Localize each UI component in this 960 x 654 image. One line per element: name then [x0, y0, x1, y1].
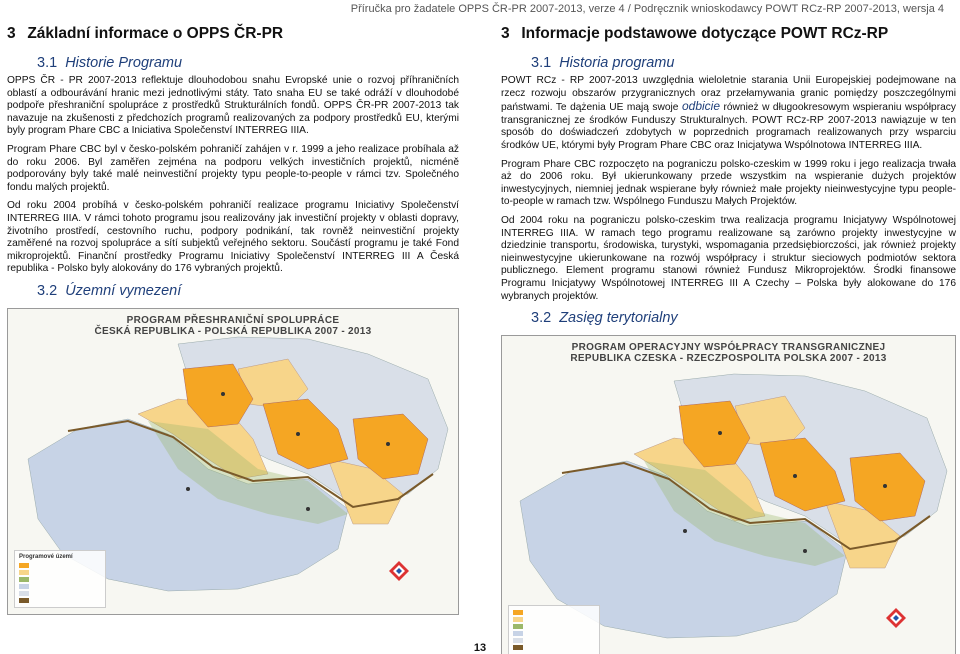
map-title — [8, 315, 458, 337]
chapter-title: Informacje podstawowe dotyczące POWT RCz-RP — [521, 25, 889, 42]
section-title: Historie Programu — [65, 55, 183, 71]
program-area-map-cz — [7, 308, 459, 615]
running-header: Příručka pro žadatele OPPS ČR-PR 2007-2013, verze 4 / Podręcznik wnioskodawcy POWT RCz-RP 2007-2013, wersja 4 — [350, 3, 944, 15]
section-number: 3.1 — [531, 55, 552, 71]
legend-row — [19, 576, 101, 583]
map-title-line-2: REPUBLIKA CZESKA - RZECZPOSPOLITA POLSKA 2007 - 2013 — [570, 353, 887, 365]
legend-swatch-euroregion — [513, 624, 523, 629]
column-polish — [501, 24, 956, 654]
chapter-number: 3 — [501, 25, 510, 42]
paragraph-history-2-pl: Program Phare CBC rozpoczęto na pograniczu polsko-czeskim w 1999 roku i jego realizacja trwała aż do 2006 roku. Był ukierunkowany przede wszystkim na wspieranie dużych projektów inwestycyjnych, niemniej jednak wspierane były również małe projekty nieinwestycyjne typu people-to-people w ramach tzw. Wspólnego Funduszu Małych Projektów. — [501, 158, 956, 208]
column-czech — [7, 24, 459, 615]
section-heading-history-pl — [531, 54, 956, 72]
legend-swatch-core — [513, 610, 523, 615]
section-heading-territory-cz — [37, 282, 459, 300]
legend-row — [513, 609, 595, 616]
section-number: 3.2 — [37, 282, 58, 299]
paragraph-history-1-pl — [501, 75, 956, 153]
section-heading-history-cz — [37, 54, 459, 72]
legend-swatch-adjacent — [513, 617, 523, 622]
legend-row — [19, 590, 101, 597]
section-title: Historia programu — [559, 55, 675, 71]
paragraph-history-2-cz: Program Phare CBC byl v česko-polském pohraničí zahájen v r. 1999 a jeho realizace probíhala až do roku 2006. Byl zaměřen zejména na podporu velkých investičních projektů, nicméně podporovány byly také malé neinvestiční projekty typu people-to-people v rámci tzv. Společného fondu malých projektů. — [7, 143, 459, 193]
emphasized-word: odbicie — [681, 99, 720, 114]
legend-row — [513, 630, 595, 637]
legend-swatch-other — [513, 631, 523, 636]
legend-swatch-other-2 — [19, 591, 29, 596]
logo-mark-icon — [885, 607, 907, 629]
map-title — [502, 342, 955, 364]
legend-row — [513, 616, 595, 623]
legend-row — [513, 623, 595, 630]
legend-row — [19, 597, 101, 604]
map-legend — [14, 550, 106, 608]
chapter-heading-cz — [7, 24, 459, 44]
map-title-line-2: ČESKÁ REPUBLIKA - POLSKÁ REPUBLIKA 2007 - 2013 — [94, 325, 372, 337]
page-number: 13 — [473, 642, 487, 654]
legend-row — [19, 583, 101, 590]
map-title-line-1: PROGRAM PŘESHRANIČNÍ SPOLUPRÁCE — [126, 314, 340, 326]
chapter-heading-pl — [501, 24, 956, 44]
section-title: Zasięg terytorialny — [559, 310, 678, 327]
legend-swatch-core — [19, 563, 29, 568]
legend-title: Programové území — [19, 553, 73, 560]
section-title: Územní vymezení — [65, 282, 182, 299]
section-heading-territory-pl — [531, 309, 956, 327]
ministry-logo — [388, 560, 448, 604]
paragraph-history-3-pl: Od 2004 roku na pograniczu polsko-czeskim trwa realizacja programu Inicjatywy Wspólnotowej INTERREG IIIA. W ramach tego programu realizowane są zarówno projekty inwestycyjne w dziedzinie transportu, środowiska, turystyki, wspomagania przedsiębiorczości, jak również projekty nieinwestycyjne ukierunkowane na rozwój współpracy i struktur sieciowych podmiotów sektora publicznego. Element programu stanowi również Fundusz Mikroprojektów. Środki finansowe Programu Inicjatywy Wspólnotowej INTERREG III A Czechy – Polska były alokowane do 176 wybranych projektów. — [501, 214, 956, 302]
legend-row — [19, 562, 101, 569]
map-title-line-1: PROGRAM OPERACYJNY WSPÓŁPRACY TRANSGRANICZNEJ — [571, 342, 886, 354]
chapter-title: Základní informace o OPPS ČR-PR — [27, 25, 284, 42]
program-area-map-pl — [501, 335, 956, 654]
paragraph-text: POWT RCz - RP 2007-2013 uwzględnia wieloletnie starania Unii Europejskiej podejmowane na rzecz rozwoju obszarów przygranicznych oraz przełamywania granic pomiędzy poszczególnymi państwami. Te dążenia UE mają swoje — [501, 75, 956, 114]
logo-mark-icon — [388, 560, 410, 582]
legend-swatch-adjacent — [19, 570, 29, 575]
paragraph-history-1-cz: OPPS ČR - PR 2007-2013 reflektuje dlouhodobou snahu Evropské unie o rozvoj příhraničních oblastí a odbourávání hranic mezi jednotlivými státy. Tato snaha EU se také odráží v dlouhodobé podpoře přeshraniční spolupráce z prostředků Strukturálních fondů. OPPS ČR-PR 2007-2013 tak navazuje na zkušenosti z předchozích programů realizovaných za podpory prostředků EU, kterými byly program Phare CBC a Iniciativa Společenství INTERREG IIIA. — [7, 75, 459, 137]
legend-row — [19, 569, 101, 576]
chapter-number: 3 — [7, 25, 16, 42]
section-number: 3.1 — [37, 55, 58, 71]
paragraph-history-3-cz: Od roku 2004 probíhá v česko-polském pohraničí realizace programu Iniciativy Společenství INTERREG IIIA. V rámci tohoto programu jsou realizovány jak investiční projekty v oblasti dopravy, životního prostředí, cestovního ruchu, podpory podnikání, tak rovněž neinvestiční projekty zaměřené na rozvoj spolupráce a sítí subjektů veřejného sektoru. Součástí programu je také Fond mikroprojektů. Finanční prostředky Programu Iniciativy Společenství INTERREG III A Česká republika - Polsko byly alokovány do 176 vybraných projektů. — [7, 200, 459, 275]
legend-swatch-other — [19, 584, 29, 589]
legend-swatch-euroregion — [19, 577, 29, 582]
section-number: 3.2 — [531, 310, 552, 327]
paragraph-text: również w długookresowym wspieraniu współpracy transgranicznej ze środków Funduszy Strukturalnych. POWT RCz-RP 2007-2013 nawiązuje w ten sposób do doświadczeń zdobytych w poprzednich programach realizowanych przy wsparciu środków UE, którymi były Program Phare CBC oraz Inicjatywa Wspólnotowa INTERREG IIIA. — [501, 102, 956, 151]
legend-swatch-border — [19, 598, 29, 603]
